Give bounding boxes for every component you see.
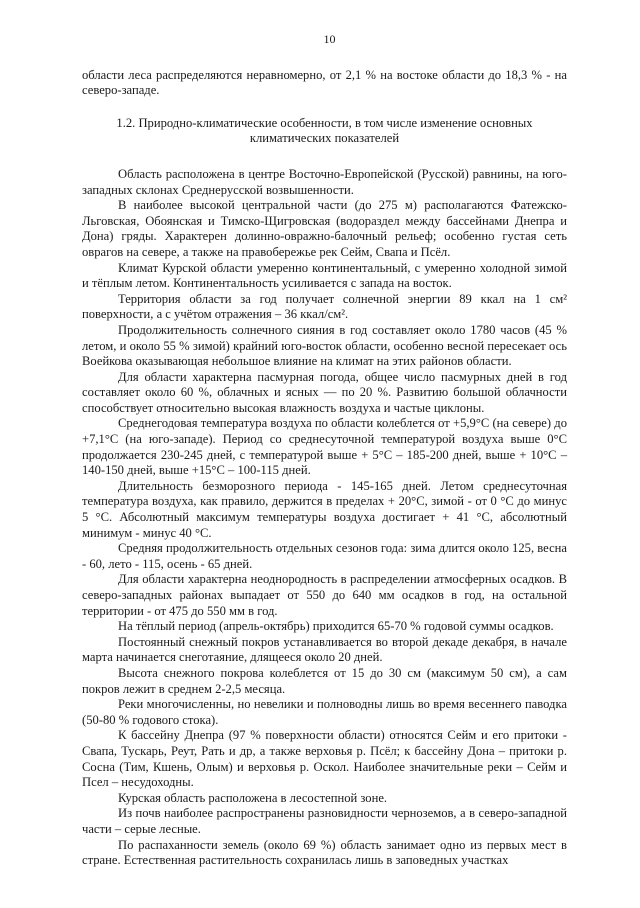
paragraph: Длительность безморозного периода - 145-165 дней. Летом среднесуточная температура воздуха, как правило, держится в пределах + 20°С, зимой - от 0 °С до минус 5 °С. Абсолютный максимум температуры воздуха достигает + 41 °С, абсолютный минимум - минус 40 °С. xyxy=(82,478,567,540)
paragraph: К бассейну Днепра (97 % поверхности области) относятся Сейм и его притоки - Свапа, Тускарь, Реут, Рать и др, а также верховья р. Псёл; к бассейну Дона – притоки р. Сосна (Тим, Кшень, Олым) и верховья р. Оскол. Наиболее значительные реки – Сейм и Псел – несудоходны. xyxy=(82,728,567,790)
paragraph: В наиболее высокой центральной части (до 275 м) располагаются Фатежско-Льговская, Обоянская и Тимско-Щигровская (водораздел между бассейнами Днепра и Дона) гряды. Характерен долинно-овражно-балочный рельеф; особенно густая сеть оврагов на севере, а также на правобережье рек Сейм, Свапа и Псёл. xyxy=(82,198,567,259)
section-heading: 1.2. Природно-климатические особенности, в том числе изменение основных климатических показателей xyxy=(116,115,533,146)
paragraph: Для области характерна пасмурная погода, общее число пасмурных дней в год составляет около 60 %, облачных и ясных — по 20 %. Развитию большой облачности способствует относительно высокая влажность воздуха и частые циклоны. xyxy=(82,369,567,415)
intro-paragraph: области леса распределяются неравномерно, от 2,1 % на востоке области до 18,3 % - на северо-западе. xyxy=(82,67,567,98)
paragraph: Постоянный снежный покров устанавливается во второй декаде декабря, в начале марта начинается снеготаяние, длящееся около 20 дней. xyxy=(82,634,567,665)
paragraph: Из почв наиболее распространены разновидности черноземов, а в северо-западной части – серые лесные. xyxy=(82,806,567,836)
paragraph: Курская область расположена в лесостепной зоне. xyxy=(118,790,388,805)
paragraph: Область расположена в центре Восточно-Европейской (Русской) равнины, на юго-западных склонах Среднерусской возвышенности. xyxy=(82,166,567,197)
paragraph: На тёплый период (апрель-октябрь) приходится 65-70 % годовой суммы осадков. xyxy=(118,619,554,634)
paragraph: Климат Курской области умеренно континентальный, с умеренно холодной зимой и тёплым летом. Континентальность усиливается с запада на восток. xyxy=(82,260,567,291)
paragraph: Средняя продолжительность отдельных сезонов года: зима длится около 125, весна - 60, лето - 115, осень - 65 дней. xyxy=(82,541,567,571)
paragraph: Для области характерна неоднородность в распределении атмосферных осадков. В северо-западных районах выпадает от 550 до 640 мм осадков в год, на остальной территории - от 475 до 550 мм в год. xyxy=(82,572,567,618)
page-number: 10 xyxy=(323,32,336,46)
paragraph: По распаханности земель (около 69 %) область занимает одно из первых мест в стране. Естественная растительность сохранилась лишь в заповедных участках xyxy=(82,837,567,868)
paragraph: Реки многочисленны, но невелики и полноводны лишь во время весеннего паводка (50-80 % годового стока). xyxy=(82,697,567,727)
paragraph: Высота снежного покрова колеблется от 15 до 30 см (максимум 50 см), а сам покров лежит в среднем 2-2,5 месяца. xyxy=(82,665,567,696)
paragraph: Территория области за год получает солнечной энергии 89 ккал на 1 см² поверхности, а с учётом отражения – 36 ккал/см². xyxy=(82,291,567,322)
paragraph: Среднегодовая температура воздуха по области колеблется от +5,9°С (на севере) до +7,1°С (на юго-западе). Период со среднесуточной температурой воздуха выше 0°С продолжается 230-245 дней, с температурой выше + 5°С – 185-200 дней, выше + 10°С – 140-150 дней, выше +15°С – 100-115 дней. xyxy=(82,416,567,478)
paragraph: Продолжительность солнечного сияния в год составляет около 1780 часов (45 % летом, и около 55 % зимой) крайний юго-восток области, особенно весной пересекает ось Воейкова оказывающая небольшое влияние на климат на этих районов области. xyxy=(82,322,567,369)
